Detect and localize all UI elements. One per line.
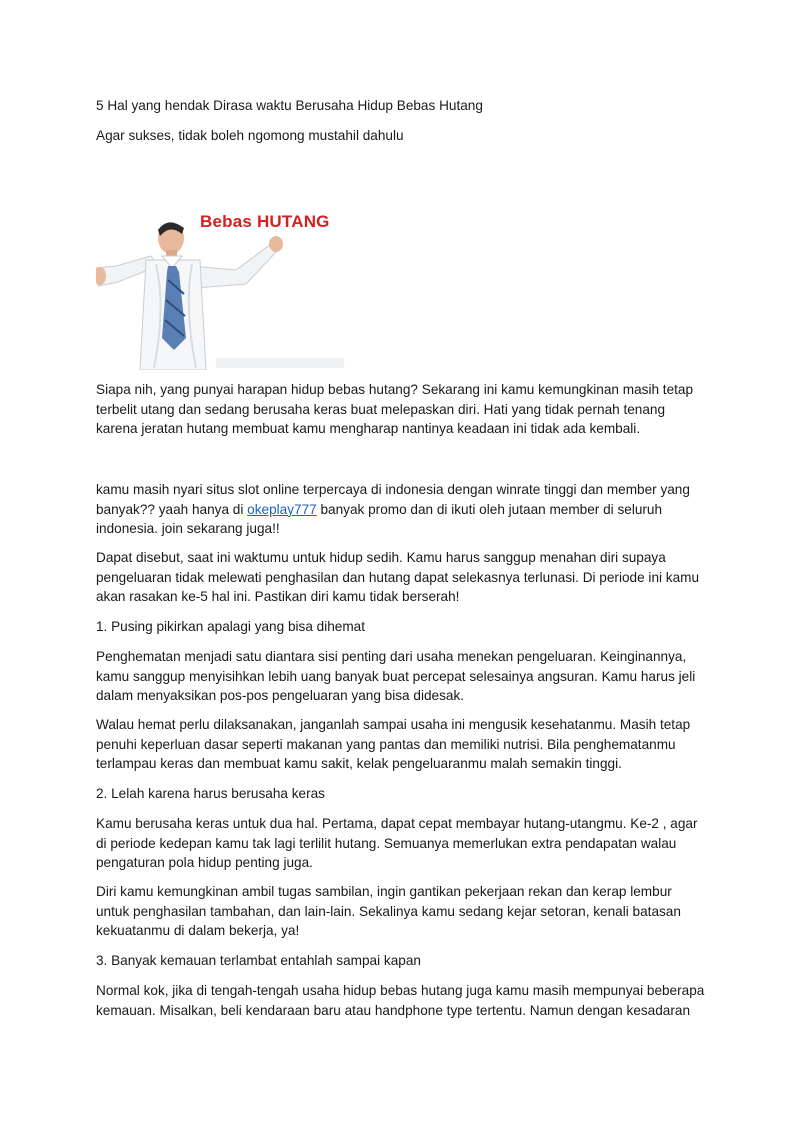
- point-1-paragraph-1: Penghematan menjadi satu diantara sisi penting dari usaha menekan pengeluaran. Keinginannya, kamu sanggup menyisihkan lebih uang banyak buat percepat selesainya angsuran. Kamu harus jeli dalam menyaksikan pos-pos pengeluaran yang bisa didesak.: [96, 649, 696, 703]
- hero-image: [96, 208, 346, 370]
- point-3-paragraph-1: Normal kok, jika di tengah-tengah usaha hidup bebas hutang juga kamu masih mempunyai beberapa kemauan. Misalkan, beli kendaraan baru atau handphone type tertentu. Namun dengan kesadaran: [96, 983, 705, 1018]
- intro-paragraph: Siapa nih, yang punyai harapan hidup bebas hutang? Sekarang ini kamu kemungkinan masih tetap terbelit utang dan sedang berusaha keras buat melepaskan diri. Hati yang tidak pernah tenang karena jeratan hutang membuat kamu mengharap nantinya keadaan ini tidak ada kembali.: [96, 382, 694, 436]
- document-subheading: Agar sukses, tidak boleh ngomong mustahil dahulu: [96, 128, 404, 143]
- document-heading: 5 Hal yang hendak Dirasa waktu Berusaha Hidup Bebas Hutang: [96, 98, 483, 113]
- point-2-paragraph-2: Diri kamu kemungkinan ambil tugas sambilan, ingin gantikan pekerjaan rekan dan kerap lembur untuk penghasilan tambahan, dan lain-lain. Sekalinya kamu sedang kejar setoran, kenali batasan kekuatanmu di dalam bekerja, ya!: [96, 884, 681, 938]
- point-2-paragraph-1: Kamu berusaha keras untuk dua hal. Pertama, dapat cepat membayar hutang-utangmu. Ke-2 , agar di periode kedepan kamu tak lagi terlilit hutang. Semuanya memerlukan extra pendapatan walau pengaturan pola hidup penting juga.: [96, 816, 698, 870]
- point-3-title: 3. Banyak kemauan terlambat entahlah sampai kapan: [96, 953, 421, 968]
- point-1-paragraph-2: Walau hemat perlu dilaksanakan, janganlah sampai usaha ini mengusik kesehatanmu. Masih tetap penuhi keperluan dasar seperti makanan yang pantas dan memiliki nutrisi. Bila penghematanmu terlampau keras dan membuat kamu sakit, kelak pengeluaranmu malah semakin tinggi.: [96, 717, 691, 771]
- okeplay777-link[interactable]: okeplay777: [247, 501, 317, 517]
- promo-text-after: banyak promo dan di ikuti oleh jutaan member di seluruh indonesia. join sekarang juga!!: [96, 501, 663, 536]
- image-caption: Bebas HUTANG: [200, 212, 330, 231]
- point-1-title: 1. Pusing pikirkan apalagi yang bisa dihemat: [96, 619, 366, 634]
- promo-text-before: kamu masih nyari situs slot online terpercaya di indonesia dengan winrate tinggi dan member yang banyak?? yaah hanya di: [96, 482, 690, 517]
- paragraph-dapat: Dapat disebut, saat ini waktumu untuk hidup sedih. Kamu harus sanggup menahan diri supaya pengeluaran tidak melewati penghasilan dan hutang dapat selekasnya terlunasi. Di periode ini kamu akan rasakan ke-5 hal ini. Pastikan diri kamu tidak berserah!: [96, 550, 700, 604]
- promo-paragraph: [96, 480, 706, 539]
- point-2-title: 2. Lelah karena harus berusaha keras: [96, 786, 325, 801]
- celebrating-man-illustration: [96, 208, 346, 370]
